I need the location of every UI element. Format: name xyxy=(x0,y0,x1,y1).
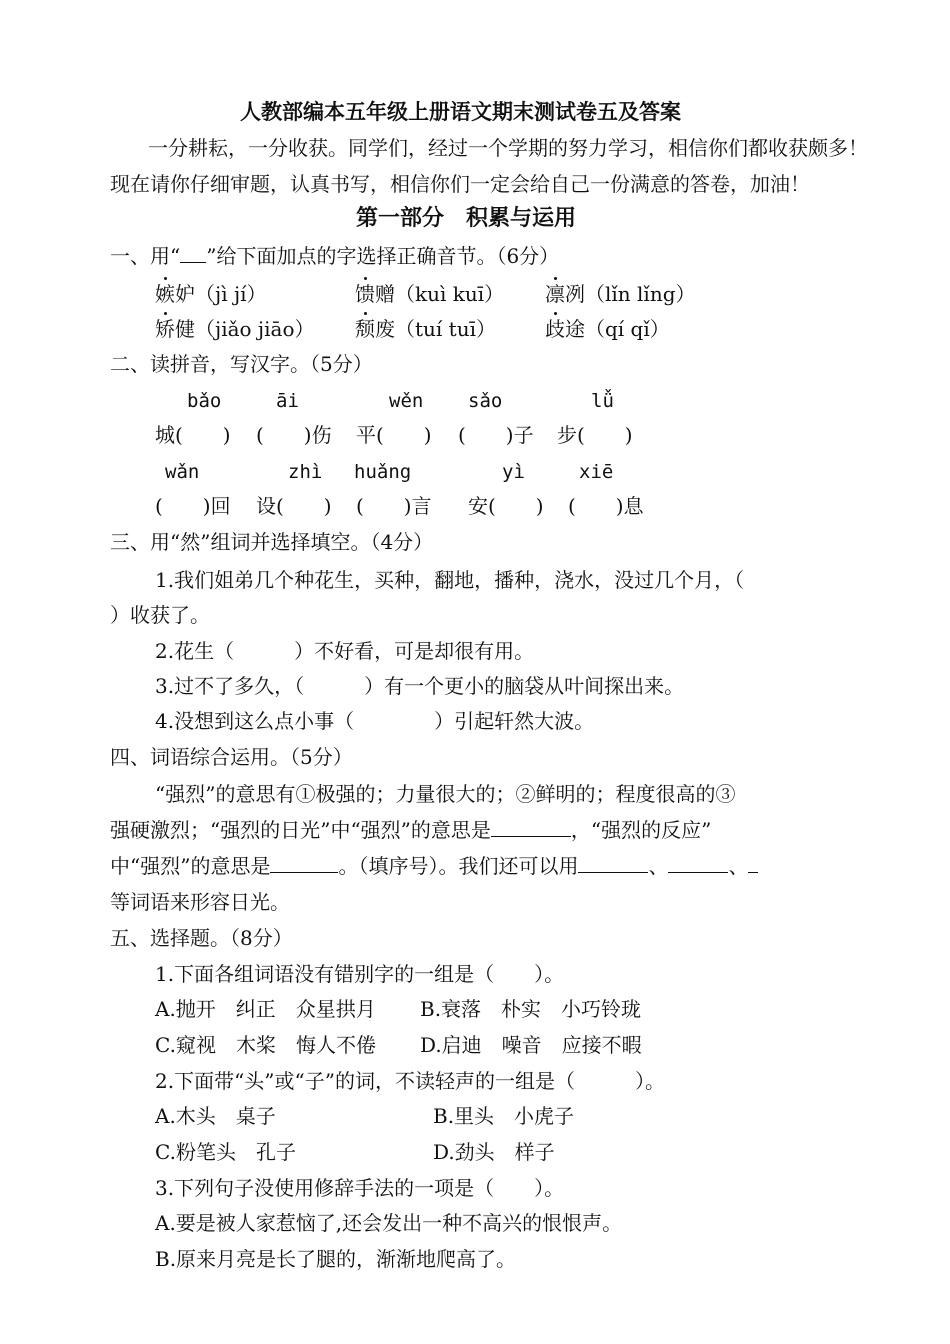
q4-line-1: “强烈”的意思有①极强的；力量很大的；②鲜明的；程度很高的③ xyxy=(155,782,736,806)
option-a: A.抛开 纠正 众星拱月 xyxy=(155,997,376,1021)
q4-line-4: 等词语来形容日光。 xyxy=(110,890,290,914)
answer-blank xyxy=(748,854,758,873)
char-blank: ( )言 xyxy=(356,494,432,518)
q1-item-rest: 赠（kuì kuī） xyxy=(375,282,505,306)
dotted-char: 馈 xyxy=(355,282,375,306)
intro-line-2: 现在请你仔细审题，认真书写，相信你们一定会给自己一份满意的答卷，加油！ xyxy=(110,172,810,196)
q1-item xyxy=(545,282,696,306)
dotted-char: 颓 xyxy=(355,317,375,341)
pinyin: xiē xyxy=(579,461,614,483)
pinyin: huǎng xyxy=(354,461,412,483)
option-c: C.窥视 木桨 悔人不倦 xyxy=(155,1033,376,1057)
q4-text: 强硬激烈；“强烈的日光”中“强烈”的意思是 xyxy=(110,818,491,842)
answer-blank xyxy=(578,854,648,873)
q3-line-1: 1.我们姐弟几个种花生，买种，翻地，播种，浇水，没过几个月，（ xyxy=(155,568,745,592)
q4-line-3 xyxy=(110,854,758,878)
option-a: A.要是被人家惹恼了,还会发出一种不高兴的恨恨声。 xyxy=(155,1211,623,1235)
q4-line-2 xyxy=(110,818,711,842)
intro-line-1: 一分耕耘，一分收获。同学们，经过一个学期的努力学习，相信你们都收获颇多！ xyxy=(148,136,868,160)
q1-prefix: 一、用“ xyxy=(110,244,181,268)
q4-text: 、 xyxy=(728,854,749,878)
q5-s1-question: 1.下面各组词语没有错别字的一组是（ ）。 xyxy=(155,962,565,986)
q5-s2-question: 2.下面带“头”或“子”的词，不读轻声的一组是（ ）。 xyxy=(155,1069,665,1093)
q1-item xyxy=(155,282,267,306)
q1-item-rest: 妒（jì jí） xyxy=(175,282,267,306)
q1-item-rest: 健（jiǎo jiāo） xyxy=(175,317,315,341)
pinyin: lǚ xyxy=(591,390,614,412)
q4-text: 、 xyxy=(648,854,669,878)
q2-heading: 二、读拼音，写汉字。（5分） xyxy=(110,352,373,376)
dotted-char: 嫉 xyxy=(155,282,175,306)
q5-heading: 五、选择题。（8分） xyxy=(110,926,293,950)
char-blank: 步( ) xyxy=(557,423,633,447)
dotted-char: 歧 xyxy=(545,317,565,341)
q1-item-rest: 废（tuí tuī） xyxy=(375,317,496,341)
q3-line-4: 4.没想到这么点小事（ ）引起轩然大波。 xyxy=(155,709,595,733)
answer-blank xyxy=(491,818,571,837)
option-b: B.原来月亮是长了腿的，渐渐地爬高了。 xyxy=(155,1247,517,1271)
dotted-char: 矫 xyxy=(155,317,175,341)
char-blank: ( )回 xyxy=(155,494,231,518)
option-b: B.里头 小虎子 xyxy=(433,1104,575,1128)
q4-text: 中“强烈”的意思是 xyxy=(110,854,271,878)
char-blank: 安( ) xyxy=(468,494,544,518)
q1-suffix: ”给下面加点的字选择正确音节。（6分） xyxy=(206,244,560,268)
char-blank: 设( ) xyxy=(256,494,332,518)
char-blank: ( )子 xyxy=(458,423,534,447)
option-c: C.粉笔头 孔子 xyxy=(155,1140,296,1164)
pinyin: āi xyxy=(276,390,299,412)
part-heading: 第一部分 积累与运用 xyxy=(356,205,577,231)
option-d: D.劲头 样子 xyxy=(433,1140,555,1164)
pinyin: wǎn xyxy=(165,461,200,483)
char-blank: ( )伤 xyxy=(256,423,332,447)
pinyin: wěn xyxy=(389,390,424,412)
q4-heading: 四、词语综合运用。（5分） xyxy=(110,745,353,769)
q1-heading xyxy=(110,244,559,268)
q3-line-1b: ）收获了。 xyxy=(110,603,210,627)
q1-item xyxy=(355,317,496,341)
q4-text: 。（填序号）。我们还可以用 xyxy=(338,854,579,878)
option-a: A.木头 桌子 xyxy=(155,1104,276,1128)
dotted-char: 凛 xyxy=(545,282,565,306)
q3-heading: 三、用“然”组词并选择填空。（4分） xyxy=(110,530,434,554)
pinyin: bǎo xyxy=(187,390,222,412)
q5-s3-question: 3.下列句子没使用修辞手法的一项是（ ）。 xyxy=(155,1176,565,1200)
q1-blank xyxy=(180,244,206,263)
pinyin: zhì xyxy=(288,461,323,483)
q3-line-3: 3.过不了多久，（ ）有一个更小的脑袋从叶间探出来。 xyxy=(155,674,685,698)
option-b: B.衰落 朴实 小巧铃珑 xyxy=(420,997,642,1021)
q1-item-rest: 冽（lǐn lǐng） xyxy=(565,282,696,306)
char-blank: 平( ) xyxy=(356,423,432,447)
option-d: D.启迪 噪音 应接不暇 xyxy=(420,1033,642,1057)
pinyin: yì xyxy=(502,461,525,483)
answer-blank xyxy=(270,854,338,873)
answer-blank xyxy=(668,854,728,873)
char-blank: 城( ) xyxy=(155,423,231,447)
q1-item-rest: 途（qí qǐ） xyxy=(565,317,670,341)
q1-item xyxy=(355,282,504,306)
q1-item xyxy=(155,317,314,341)
q3-line-2: 2.花生（ ）不好看，可是却很有用。 xyxy=(155,639,535,663)
char-blank: ( )息 xyxy=(568,494,644,518)
page-title: 人教部编本五年级上册语文期末测试卷五及答案 xyxy=(240,99,681,124)
pinyin: sǎo xyxy=(468,390,503,412)
q1-item xyxy=(545,317,670,341)
q4-text: ，“强烈的反应” xyxy=(570,818,712,842)
